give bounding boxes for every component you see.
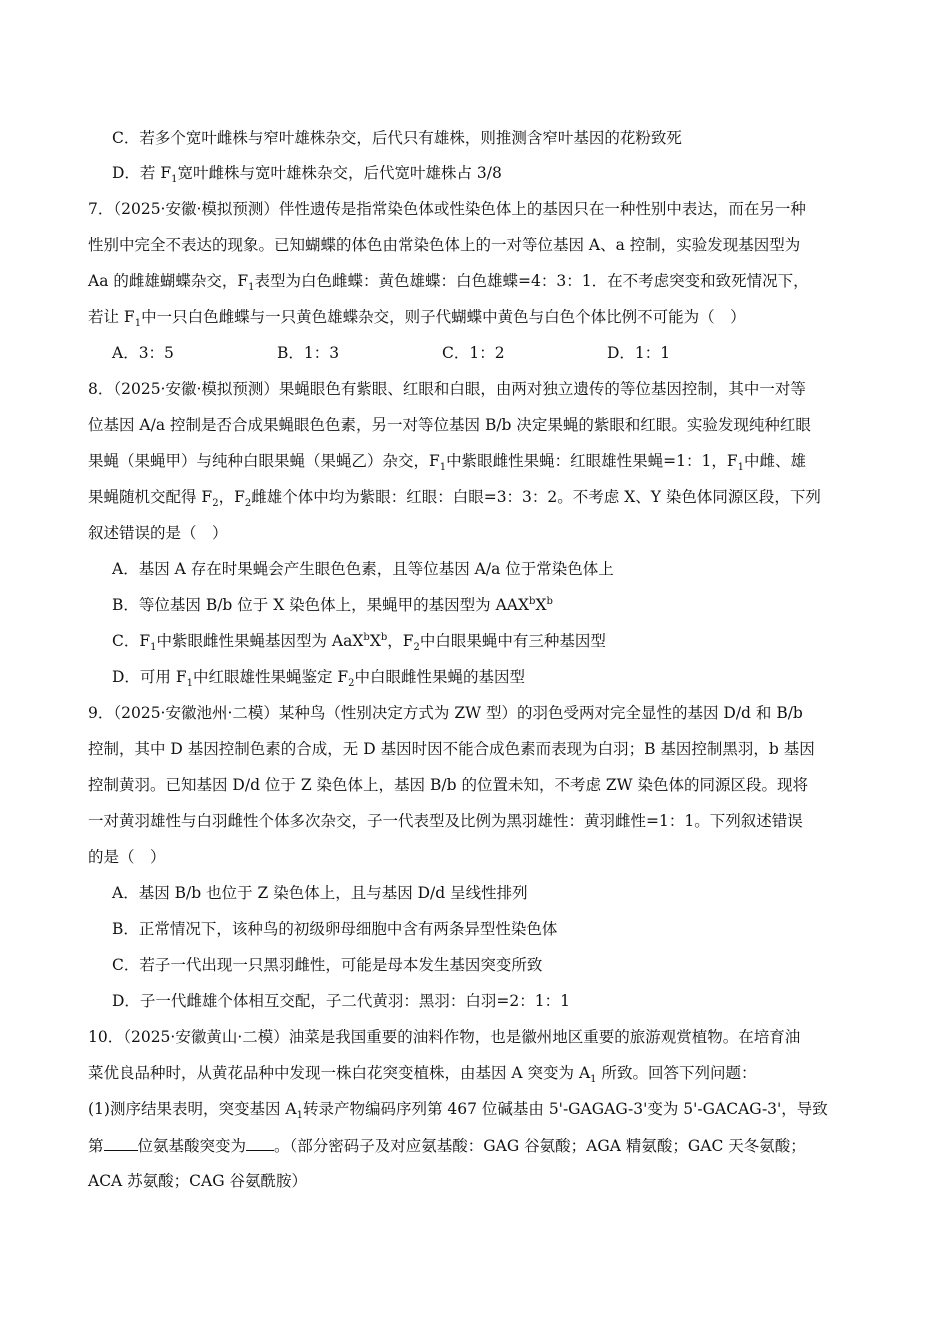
q7-stem-line-4: 若让 $F_1$中一只白色雌蝶与一只黄色雄蝶杂交，则子代蝴蝶中黄色与白色个体比例不可能为（ ） <box>88 308 746 330</box>
q10-stem-line-1: 10．（2025·安徽黄山·二模）油菜是我国重要的油料作物，也是徽州地区重要的旅游观赏植物。在培育油 <box>88 1028 801 1046</box>
q10-subquestion-1-end: ACA 苏氨酸；CAG 谷氨酰胺） <box>88 1172 308 1190</box>
q9-stem-line-4: 一对黄羽雄性与白羽雌性个体多次杂交，子一代表型及比例为黑羽雄性：黄羽雌性=1：1。下列叙述错误 <box>88 812 803 830</box>
q8-stem-line-1: 8．（2025·安徽·模拟预测）果蝇眼色有紫眼、红眼和白眼，由两对独立遗传的等位基因控制，其中一对等 <box>88 380 806 398</box>
q10-subquestion-1-cont: 第 位氨基酸突变为 。（部分密码子及对应氨基酸：GAG 谷氨酸；AGA 精氨酸；GAC 天冬氨酸； <box>88 1134 868 1157</box>
q9-stem-line-1: 9．（2025·安徽池州·二模）某种鸟（性别决定方式为 ZW 型）的羽色受两对完全显性的基因 D/d 和 B/b <box>88 704 803 722</box>
q8-option-c: C．$F_1$中紫眼雌性果蝇基因型为 $AaX^bX^b$，$F_2$中白眼果蝇中有三种基因型 <box>112 631 606 654</box>
q10-stem-line-2: 菜优良品种时，从黄花品种中发现一株白花突变植株，由基因 A 突变为 $A_1$ 所致。回答下列问题： <box>88 1064 757 1086</box>
q7-stem-line-1: 7．（2025·安徽·模拟预测）伴性遗传是指常染色体或性染色体上的基因只在一种性别中表达，而在另一种 <box>88 200 806 218</box>
q9-option-a: A．基因 B/b 也位于 Z 染色体上，且与基因 D/d 呈线性排列 <box>112 884 528 902</box>
q8-option-d: D．可用 $F_1$中红眼雄性果蝇鉴定 $F_2$中白眼雌性果蝇的基因型 <box>112 668 526 690</box>
q9-stem-line-3: 控制黄羽。已知基因 D/d 位于 Z 染色体上，基因 B/b 的位置未知，不考虑 ZW 染色体的同源区段。现将 <box>88 776 808 794</box>
answer-blank-2[interactable] <box>246 1134 274 1151</box>
q7-option-d: D．1：1 <box>607 344 671 362</box>
q9-stem-line-5: 的是（ ） <box>88 848 166 866</box>
q6-option-c: C．若多个宽叶雌株与窄叶雄株杂交，后代只有雄株，则推测含窄叶基因的花粉致死 <box>112 129 682 147</box>
answer-blank-1[interactable] <box>104 1134 138 1151</box>
q9-stem-line-2: 控制，其中 D 基因控制色素的合成，无 D 基因时因不能合成色素而表现为白羽；B 基因控制黑羽，b 基因 <box>88 740 815 758</box>
q8-stem-line-5: 叙述错误的是（ ） <box>88 524 228 542</box>
q6-option-d: D．若 $F_1$宽叶雌株与宽叶雄株杂交，后代宽叶雄株占 3/8 <box>112 164 502 186</box>
q8-stem-line-3: 果蝇（果蝇甲）与纯种白眼果蝇（果蝇乙）杂交，$F_1$中紫眼雌性果蝇：红眼雄性果蝇=1：1，$F_1$中雌、雄 <box>88 452 806 474</box>
q7-stem-line-2: 性别中完全不表达的现象。已知蝴蝶的体色由常染色体上的一对等位基因 A、a 控制，实验发现基因型为 <box>88 236 801 254</box>
q8-stem-line-2: 位基因 A/a 控制是否合成果蝇眼色色素，另一对等位基因 B/b 决定果蝇的紫眼和红眼。实验发现纯种红眼 <box>88 416 811 434</box>
q8-option-b: B．等位基因 B/b 位于 X 染色体上，果蝇甲的基因型为 $AAX^bX^b$ <box>112 595 553 614</box>
q7-stem-line-3: Aa 的雌雄蝴蝶杂交，$F_1$表型为白色雌蝶：黄色雄蝶：白色雄蝶=4：3：1．在不考虑突变和致死情况下， <box>88 272 809 294</box>
q8-option-a: A．基因 A 存在时果蝇会产生眼色色素，且等位基因 A/a 位于常染色体上 <box>112 560 614 578</box>
q9-option-d: D．子一代雌雄个体相互交配，子二代黄羽：黑羽：白羽=2：1：1 <box>112 992 571 1010</box>
q7-option-c: C．1：2 <box>442 344 505 362</box>
q7-option-b: B．1：3 <box>277 344 340 362</box>
q7-option-a: A．3：5 <box>112 344 174 362</box>
q9-option-c: C．若子一代出现一只黑羽雌性，可能是母本发生基因突变所致 <box>112 956 543 974</box>
q10-subquestion-1: (1)测序结果表明，突变基因 $A_1$转录产物编码序列第 467 位碱基由 5'-GAGAG-3'变为 5'-GACAG-3'，导致 <box>88 1100 828 1122</box>
q8-stem-line-4: 果蝇随机交配得 $F_2$，$F_2$雌雄个体中均为紫眼：红眼：白眼=3：3：2。不考虑 X、Y 染色体同源区段，下列 <box>88 488 821 510</box>
q9-option-b: B．正常情况下，该种鸟的初级卵母细胞中含有两条异型性染色体 <box>112 920 558 938</box>
q7-options <box>112 342 892 364</box>
